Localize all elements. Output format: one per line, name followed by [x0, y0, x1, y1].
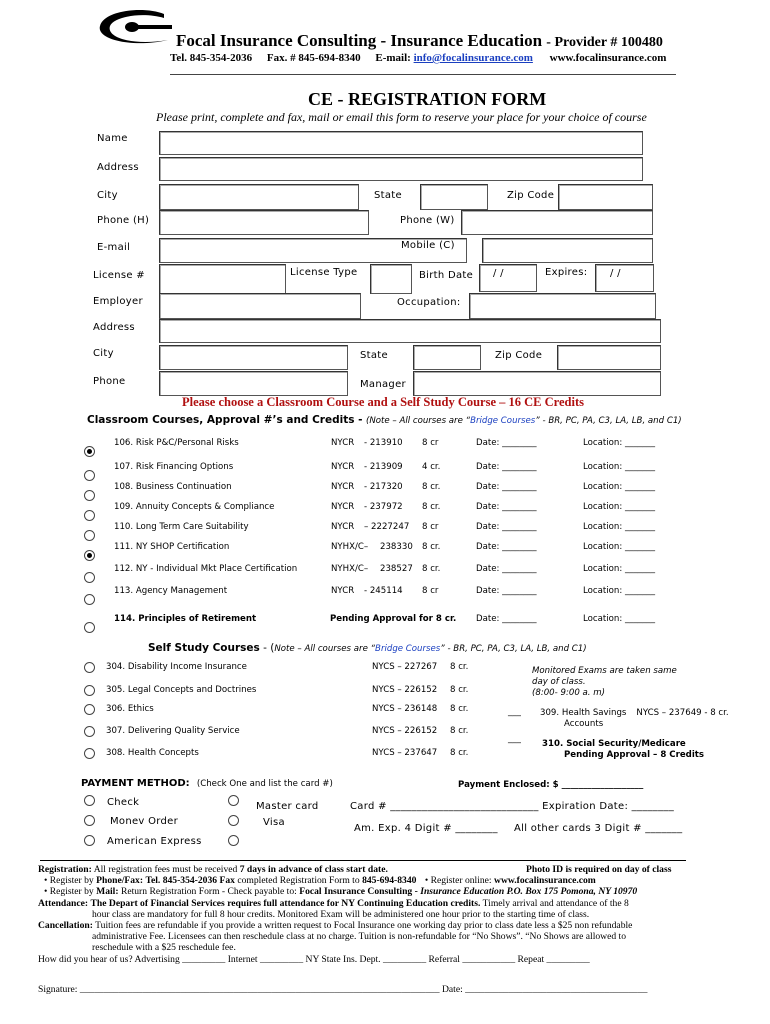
self-study-dash: - (: [259, 642, 275, 654]
card-number-field[interactable]: Card # ____________________________ Expiration Date: ________: [350, 801, 674, 812]
classroom-note-post: ” - BR, PC, PA, C3, LA, LB, and C1): [535, 416, 682, 426]
course-location-field[interactable]: Location: _______: [583, 482, 656, 492]
birth-date-field[interactable]: [479, 264, 537, 292]
register-mail-e: Insurance Education P.O. Box 175 Pomona, NY 10970: [420, 886, 638, 898]
course-location-field[interactable]: Location: _______: [583, 614, 656, 624]
payment-note: (Check One and list the card #): [196, 779, 333, 789]
register-phone-b: Phone/Fax:: [96, 875, 144, 887]
self-study-note-pre: Note – All courses are “: [274, 644, 376, 654]
mastercard-radio[interactable]: [228, 795, 239, 806]
photo-id-note: Photo ID is required on day of class: [526, 864, 672, 875]
expires-field[interactable]: [595, 264, 654, 292]
course-code: NYCR: [331, 462, 355, 472]
course-credits: 8 cr.: [422, 502, 441, 512]
header-title: [176, 31, 663, 51]
header-subtitle: Insurance Education: [390, 31, 543, 50]
header-divider: [170, 74, 676, 75]
course-number: - 245114: [364, 586, 403, 596]
registration-text: All registration fees must be received: [93, 864, 238, 875]
course-date-field[interactable]: Date: ________: [476, 462, 537, 472]
register-online-url[interactable]: www.focalinsurance.com: [494, 875, 596, 887]
course-date-field[interactable]: Date: ________: [476, 564, 537, 574]
attendance-bold: The Depart of Financial Services requires full attendance for NY Continuing Education credits.: [90, 897, 481, 909]
course-name: 106. Risk P&C/Personal Risks: [114, 438, 239, 448]
mastercard-label: Master card: [256, 801, 319, 812]
course-pending: Pending Approval for 8 cr.: [330, 614, 457, 624]
footer-registration-line: [38, 864, 728, 875]
register-mail-c: Return Registration Form - Check payable to:: [120, 886, 297, 898]
course-location-field[interactable]: Location: _______: [583, 542, 656, 552]
course-location-field[interactable]: Location: _______: [583, 502, 656, 512]
classroom-note: [366, 416, 682, 426]
self-study-note-post: ” - BR, PC, PA, C3, LA, LB, and C1): [440, 644, 587, 654]
course-number: 238330: [380, 542, 413, 552]
payment-heading: [81, 778, 333, 789]
header-email-link[interactable]: info@focalinsurance.com: [413, 52, 533, 64]
course-code: NYCR: [331, 438, 355, 448]
footer-register-phone: [44, 875, 728, 886]
manager-field[interactable]: [413, 371, 661, 396]
course-radio[interactable]: [84, 622, 95, 633]
self-study-radio[interactable]: [84, 662, 95, 673]
course-310-blank[interactable]: ___: [508, 734, 521, 744]
header-tel: Tel. 845-354-2036: [170, 52, 253, 64]
course-radio[interactable]: [84, 490, 95, 501]
self-study-radio[interactable]: [84, 685, 95, 696]
cancellation-line-1: Tuition fees are refundable if you provide a written request to Focal Insurance one working day prior to class date less a $25 non refundable: [95, 920, 633, 932]
expires-label: Expires:: [545, 267, 588, 278]
course-radio[interactable]: [84, 572, 95, 583]
header-email-label: E-mail:: [375, 52, 411, 64]
license-type-field[interactable]: [370, 264, 412, 294]
course-309-name-2: Accounts: [564, 719, 604, 729]
footer-info: [38, 864, 728, 965]
employer-city-field[interactable]: [159, 345, 348, 370]
cancellation-label: Cancellation:: [38, 920, 93, 932]
course-code: NYCR: [331, 522, 355, 532]
self-study-radio[interactable]: [84, 704, 95, 715]
attendance-label: Attendance:: [38, 897, 89, 909]
expires-placeholder: / /: [610, 268, 621, 279]
check-label: Check: [107, 797, 140, 808]
cancellation-line-2: administrative Fee. Licensees can then reschedule class at no charge. Tuition is non-refundable for “No Shows”. “No Shows are allowed to: [92, 931, 626, 943]
classroom-note-pre: (Note – All courses are “: [366, 416, 471, 426]
course-310: [542, 739, 704, 761]
self-study-credits: 8 cr.: [450, 685, 469, 695]
phone-h-label: Phone (H): [97, 215, 150, 226]
course-location-field[interactable]: Location: _______: [583, 564, 656, 574]
self-study-name: 307. Delivering Quality Service: [106, 726, 240, 736]
employer-address-field[interactable]: [159, 319, 661, 343]
course-radio[interactable]: [84, 510, 95, 521]
employer-phone-field[interactable]: [159, 371, 348, 396]
money-order-radio[interactable]: [84, 815, 95, 826]
self-study-radio[interactable]: [84, 748, 95, 759]
course-date-field[interactable]: Date: ________: [476, 438, 537, 448]
course-name: 109. Annuity Concepts & Compliance: [114, 502, 275, 512]
course-date-field[interactable]: Date: ________: [476, 482, 537, 492]
self-study-title: Self Study Courses: [148, 642, 260, 654]
course-radio[interactable]: [84, 594, 95, 605]
self-study-name: 304. Disability Income Insurance: [106, 662, 247, 672]
self-study-number: NYCS – 236148: [372, 704, 438, 714]
course-location-field[interactable]: Location: _______: [583, 462, 656, 472]
course-location-field[interactable]: Location: _______: [583, 438, 656, 448]
occupation-field[interactable]: [469, 293, 656, 319]
employer-field[interactable]: [159, 293, 361, 319]
course-number: – 2227247: [364, 522, 410, 532]
course-code: NYCR: [331, 502, 355, 512]
employer-address-label: Address: [93, 322, 135, 333]
payment-title: PAYMENT METHOD:: [81, 778, 190, 789]
mobile-label: Mobile (C): [401, 240, 455, 251]
course-number: - 213910: [364, 438, 403, 448]
register-mail-d: Focal Insurance Consulting -: [299, 886, 418, 898]
mobile-field[interactable]: [482, 238, 653, 263]
provider-number: - Provider # 100480: [546, 35, 663, 50]
self-study-number: NYCS – 227267: [372, 662, 438, 672]
register-online-label: • Register online:: [424, 875, 492, 887]
course-309-number: NYCS – 237649 - 8 cr.: [636, 708, 729, 718]
license-field[interactable]: [159, 264, 286, 294]
course-credits: 8 cr.: [422, 564, 441, 574]
birth-date-label: Birth Date: [419, 270, 474, 281]
footer-divider: [40, 860, 686, 861]
cancellation-line-3: reschedule with a $25 reschedule fee.: [92, 942, 236, 954]
focal-logo: [94, 8, 174, 48]
course-name: 110. Long Term Care Suitability: [114, 522, 249, 532]
course-code: NYHX/C–: [331, 564, 369, 574]
course-name: 107. Risk Financing Options: [114, 462, 234, 472]
self-study-credits: 8 cr.: [450, 704, 469, 714]
course-location-field[interactable]: Location: _______: [583, 522, 656, 532]
employer-state-label: State: [360, 350, 388, 361]
signature-line[interactable]: Signature: ___________________________________________________________________________ Date: ______________________________________: [38, 984, 648, 995]
address-field[interactable]: [159, 157, 643, 181]
register-phone-c: Tel. 845-354-2036: [145, 875, 218, 887]
header-website[interactable]: www.focalinsurance.com: [549, 52, 667, 64]
course-name: 112. NY - Individual Mkt Place Certification: [114, 564, 298, 574]
course-radio[interactable]: [84, 550, 95, 561]
occupation-label: Occupation:: [397, 297, 461, 308]
employer-state-field[interactable]: [413, 345, 481, 370]
state-field[interactable]: [420, 184, 488, 210]
course-name: 108. Business Continuation: [114, 482, 232, 492]
course-number: 238527: [380, 564, 413, 574]
course-number: - 237972: [364, 502, 403, 512]
hear-about-us[interactable]: How did you hear of us? Advertising _________ Internet _________ NY State Ins. Dept. _________ Referral ___________ Repeat _________: [38, 953, 590, 965]
header-contact: [170, 52, 666, 64]
classroom-note-bridge: Bridge Courses: [470, 416, 536, 426]
course-radio[interactable]: [84, 530, 95, 541]
attendance-rest: Timely arrival and attendance of the 8: [482, 897, 629, 909]
phone-h-field[interactable]: [159, 210, 369, 235]
self-study-name: 306. Ethics: [106, 704, 154, 714]
choose-courses-note: Please choose a Classroom Course and a Self Study Course – 16 CE Credits: [182, 395, 584, 409]
monitored-exams-note: [532, 666, 677, 699]
registration-label: Registration:: [38, 864, 92, 875]
footer-register-mail: [44, 886, 728, 897]
course-location-field[interactable]: Location: _______: [583, 586, 656, 596]
footer-cancellation: [38, 920, 728, 931]
form-title: CE - REGISTRATION FORM: [308, 89, 547, 109]
course-radio[interactable]: [84, 470, 95, 481]
course-310-line-2: Pending Approval – 8 Credits: [564, 750, 704, 760]
self-study-note: [274, 644, 586, 654]
extra-card-radio[interactable]: [228, 835, 239, 846]
visa-label: Visa: [263, 817, 285, 828]
amex-digit-field[interactable]: Am. Exp. 4 Digit # ________: [354, 823, 498, 834]
self-study-name: 308. Health Concepts: [106, 748, 199, 758]
phone-w-field[interactable]: [461, 210, 653, 235]
check-radio[interactable]: [84, 795, 95, 806]
registration-bold: 7 days in advance of class start date.: [239, 864, 388, 875]
address-label: Address: [97, 162, 139, 173]
course-309-blank[interactable]: ___: [508, 707, 521, 717]
birth-date-placeholder: / /: [493, 268, 504, 279]
employer-zip-label: Zip Code: [495, 350, 543, 361]
employer-zip-field[interactable]: [557, 345, 661, 370]
city-label: City: [97, 190, 118, 201]
manager-label: Manager: [360, 379, 406, 390]
self-study-heading: [148, 642, 587, 654]
course-credits: 8 cr.: [422, 542, 441, 552]
license-type-label: License Type: [290, 267, 358, 278]
course-number: - 217320: [364, 482, 403, 492]
header-fax: Fax. # 845-694-8340: [266, 52, 361, 64]
attendance-line-2: hour class are mandatory for full 8 hour credits. Monitored Exam will be administered one hour prior to the starting time of class.: [92, 908, 590, 920]
course-name: 114. Principles of Retirement: [114, 614, 257, 624]
course-date-field[interactable]: Date: ________: [476, 502, 537, 512]
course-name: 113. Agency Management: [114, 586, 228, 596]
name-label: Name: [97, 133, 128, 144]
payment-enclosed[interactable]: Payment Enclosed: $ ___________________: [458, 780, 644, 790]
header-separator: -: [376, 31, 391, 50]
course-309-name: 309. Health Savings: [540, 708, 627, 718]
self-study-number: NYCS – 226152: [372, 685, 438, 695]
self-study-number: NYCS – 237647: [372, 748, 438, 758]
zip-label: Zip Code: [507, 190, 555, 201]
course-credits: 8 cr.: [422, 482, 441, 492]
self-study-number: NYCS – 226152: [372, 726, 438, 736]
register-phone-d: Fax: [219, 875, 235, 887]
self-study-credits: 8 cr.: [450, 748, 469, 758]
visa-radio[interactable]: [228, 815, 239, 826]
footer-attendance: [38, 898, 728, 909]
course-date-field[interactable]: Date: ________: [476, 586, 537, 596]
self-study-name: 305. Legal Concepts and Doctrines: [106, 685, 257, 695]
form-instructions: Please print, complete and fax, mail or email this form to reserve your place for your choice of course: [156, 110, 647, 124]
course-code: NYHX/C–: [331, 542, 369, 552]
course-309: [540, 708, 729, 730]
course-radio[interactable]: [84, 446, 95, 457]
register-mail-b: Mail:: [96, 886, 119, 898]
course-credits: 8 cr: [422, 438, 439, 448]
course-number: - 213909: [364, 462, 403, 472]
self-study-note-bridge: Bridge Courses: [375, 644, 441, 654]
state-label: State: [374, 190, 402, 201]
classroom-heading: Classroom Courses, Approval #’s and Credits -: [87, 414, 363, 426]
employer-phone-label: Phone: [93, 376, 126, 387]
amex-label: American Express: [107, 836, 202, 847]
course-code: NYCR: [331, 586, 355, 596]
monitored-line-1: Monitored Exams are taken same: [532, 666, 677, 676]
course-date-field[interactable]: Date: ________: [476, 522, 537, 532]
course-credits: 4 cr.: [422, 462, 441, 472]
course-date-field[interactable]: Date: ________: [476, 542, 537, 552]
monitored-line-2: day of class.: [532, 677, 586, 687]
register-phone-e: completed Registration Form to: [237, 875, 360, 887]
self-study-credits: 8 cr.: [450, 662, 469, 672]
amex-radio[interactable]: [84, 835, 95, 846]
money-order-label: Monev Order: [110, 816, 179, 827]
self-study-radio[interactable]: [84, 726, 95, 737]
license-label: License #: [93, 270, 145, 281]
self-study-credits: 8 cr.: [450, 726, 469, 736]
other-digit-field[interactable]: All other cards 3 Digit # _______: [514, 823, 683, 834]
course-credits: 8 cr: [422, 522, 439, 532]
company-name: Focal Insurance Consulting: [176, 31, 377, 50]
name-field[interactable]: [159, 131, 643, 155]
register-phone-a: • Register by: [44, 875, 94, 887]
city-field[interactable]: [159, 184, 359, 210]
employer-label: Employer: [93, 296, 143, 307]
course-credits: 8 cr: [422, 586, 439, 596]
monitored-line-3: (8:00- 9:00 a. m): [532, 688, 605, 698]
zip-field[interactable]: [558, 184, 653, 210]
employer-city-label: City: [93, 348, 114, 359]
course-name: 111. NY SHOP Certification: [114, 542, 230, 552]
register-mail-a: • Register by: [44, 886, 94, 898]
email-label: E-mail: [97, 242, 131, 253]
course-date-field[interactable]: Date: ________: [476, 614, 537, 624]
register-phone-f: 845-694-8340: [362, 875, 417, 887]
course-310-line-1: 310. Social Security/Medicare: [542, 739, 686, 749]
phone-w-label: Phone (W): [400, 215, 455, 226]
course-code: NYCR: [331, 482, 355, 492]
